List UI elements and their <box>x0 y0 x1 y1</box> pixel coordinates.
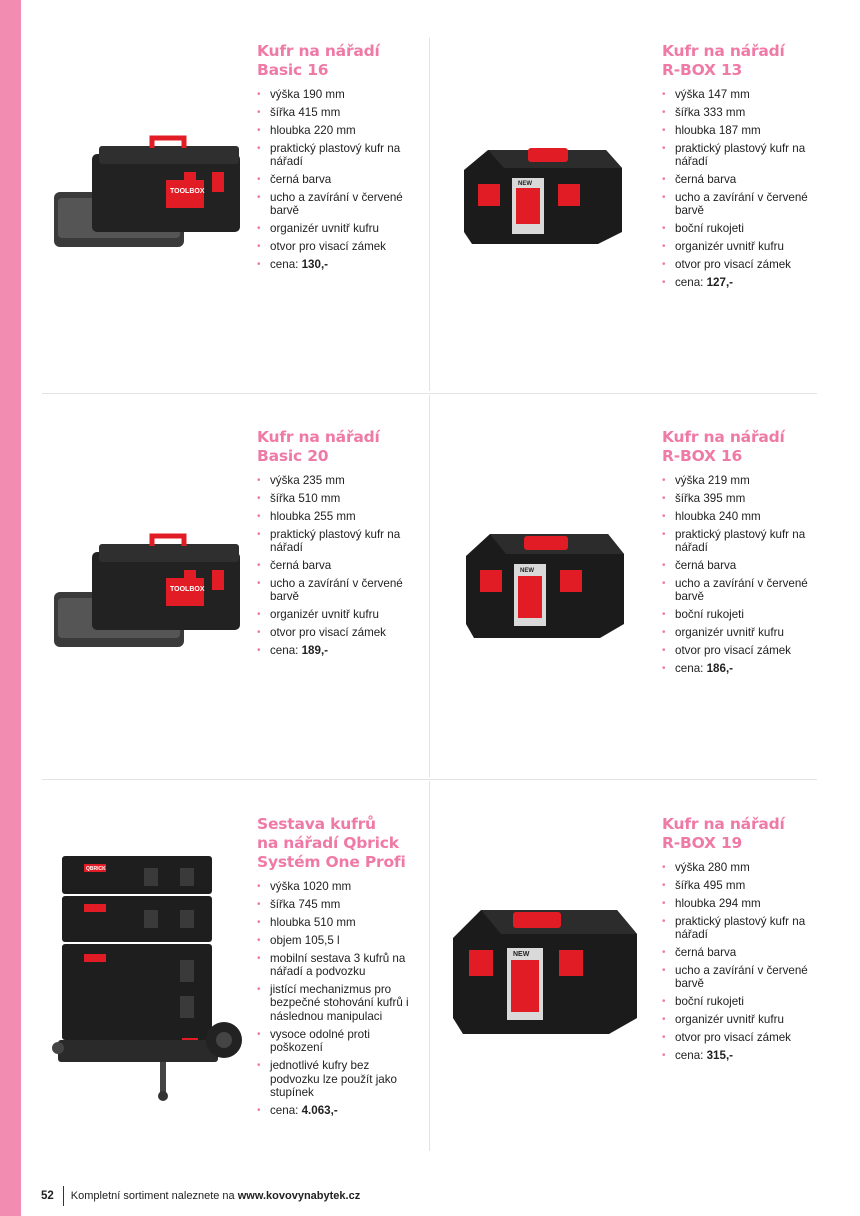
spec-list <box>257 88 422 272</box>
spec-item: • otvor pro visací zámek <box>662 644 822 658</box>
spec-list <box>662 474 822 676</box>
spec-item: • výška 280 mm <box>662 861 822 875</box>
spec-item: • výška 235 mm <box>257 474 422 488</box>
spec-item: • hloubka 187 mm <box>662 124 822 138</box>
spec-item: • organizér uvnitř kufru <box>662 240 822 254</box>
spec-item: • výška 190 mm <box>257 88 422 102</box>
spec-item: • hloubka 255 mm <box>257 510 422 524</box>
spec-list <box>257 880 422 1118</box>
spec-item: • praktický plastový kufr na nářadí <box>257 528 422 555</box>
divider-vertical <box>429 38 430 391</box>
side-accent-bar <box>0 0 21 1216</box>
spec-item: • černá barva <box>662 946 822 960</box>
spec-item: • otvor pro visací zámek <box>662 258 822 272</box>
spec-item: • šířka 745 mm <box>257 898 422 912</box>
box-label: QBRICK <box>86 866 106 872</box>
spec-list <box>662 88 822 290</box>
spec-item: • jednotlivé kufry bez podvozku lze použít jako stupínek <box>257 1059 422 1100</box>
box-label: TOOLBOX <box>170 188 205 195</box>
price-item <box>662 662 822 676</box>
price-value: 127,- <box>706 276 734 290</box>
product-image-basic-20 <box>44 530 244 660</box>
spec-item: • výška 1020 mm <box>257 880 422 894</box>
box-label: NEW <box>513 951 530 958</box>
footer-divider <box>63 1186 64 1206</box>
spec-item: • černá barva <box>662 559 822 573</box>
divider-horizontal <box>42 393 817 394</box>
product-image-basic-16 <box>44 132 244 262</box>
price-item <box>257 258 422 272</box>
divider-vertical <box>429 781 430 1151</box>
product-title: Kufr na nářadí Basic 20 <box>257 428 380 465</box>
spec-item: • mobilní sestava 3 kufrů na nářadí a podvozku <box>257 952 422 979</box>
spec-item: • organizér uvnitř kufru <box>257 608 422 622</box>
spec-item: • organizér uvnitř kufru <box>257 222 422 236</box>
spec-item: • šířka 495 mm <box>662 879 822 893</box>
spec-item: • výška 219 mm <box>662 474 822 488</box>
spec-item: • praktický plastový kufr na nářadí <box>257 142 422 169</box>
price-value: 4.063,- <box>301 1104 338 1118</box>
price-label: cena: <box>675 1049 704 1063</box>
product-image-qbrick-set <box>44 848 244 1108</box>
product-title: Kufr na nářadí R-BOX 16 <box>662 428 785 465</box>
price-value: 186,- <box>706 662 734 676</box>
box-label: TOOLBOX <box>170 586 205 593</box>
product-card-r-box-19 <box>662 815 822 1067</box>
spec-item: • hloubka 220 mm <box>257 124 422 138</box>
spec-item: • ucho a zavírání v červené barvě <box>257 577 422 604</box>
box-label: NEW <box>518 181 532 187</box>
box-label: NEW <box>520 568 534 574</box>
spec-list <box>662 861 822 1063</box>
spec-item: • ucho a zavírání v červené barvě <box>662 577 822 604</box>
spec-item: • hloubka 294 mm <box>662 897 822 911</box>
footer-text: Kompletní sortiment naleznete na <box>70 1190 235 1202</box>
price-label: cena: <box>675 662 704 676</box>
price-label: cena: <box>675 276 704 290</box>
product-card-qbrick-set <box>257 815 422 1122</box>
spec-item: • boční rukojeti <box>662 222 822 236</box>
spec-item: • otvor pro visací zámek <box>662 1031 822 1045</box>
spec-item: • šířka 415 mm <box>257 106 422 120</box>
spec-item: • otvor pro visací zámek <box>257 626 422 640</box>
spec-item: • vysoce odolné proti poškození <box>257 1028 422 1055</box>
page-number: 52 <box>41 1190 54 1202</box>
spec-item: • jistící mechanizmus pro bezpečné stohování kufrů i následnou manipulaci <box>257 983 422 1024</box>
price-label: cena: <box>270 1104 299 1118</box>
divider-horizontal <box>42 779 817 780</box>
product-image-r-box-19 <box>447 904 641 1038</box>
spec-item: • praktický plastový kufr na nářadí <box>662 528 822 555</box>
spec-item: • organizér uvnitř kufru <box>662 626 822 640</box>
price-item <box>257 644 422 658</box>
spec-item: • černá barva <box>257 559 422 573</box>
product-card-r-box-13 <box>662 42 822 294</box>
product-card-basic-20 <box>257 428 422 662</box>
price-label: cena: <box>270 644 299 658</box>
price-label: cena: <box>270 258 299 272</box>
page-footer <box>41 1186 360 1206</box>
spec-item: • ucho a zavírání v červené barvě <box>662 191 822 218</box>
spec-item: • boční rukojeti <box>662 995 822 1009</box>
spec-item: • otvor pro visací zámek <box>257 240 422 254</box>
footer-website-link[interactable]: www.kovovynabytek.cz <box>237 1190 361 1202</box>
spec-list <box>257 474 422 658</box>
spec-item: • objem 105,5 l <box>257 934 422 948</box>
spec-item: • šířka 395 mm <box>662 492 822 506</box>
price-item <box>662 1049 822 1063</box>
price-value: 189,- <box>301 644 329 658</box>
spec-item: • černá barva <box>662 173 822 187</box>
price-item <box>257 1104 422 1118</box>
spec-item: • hloubka 240 mm <box>662 510 822 524</box>
product-title: Kufr na nářadí R-BOX 19 <box>662 815 785 852</box>
spec-item: • boční rukojeti <box>662 608 822 622</box>
spec-item: • šířka 333 mm <box>662 106 822 120</box>
product-card-basic-16 <box>257 42 422 276</box>
product-image-r-box-16 <box>460 526 630 642</box>
spec-item: • praktický plastový kufr na nářadí <box>662 915 822 942</box>
spec-item: • hloubka 510 mm <box>257 916 422 930</box>
product-image-r-box-13 <box>458 140 628 250</box>
spec-item: • výška 147 mm <box>662 88 822 102</box>
spec-item: • ucho a zavírání v červené barvě <box>662 964 822 991</box>
product-title: Kufr na nářadí R-BOX 13 <box>662 42 785 79</box>
price-item <box>662 276 822 290</box>
product-card-r-box-16 <box>662 428 822 680</box>
divider-vertical <box>429 395 430 777</box>
spec-item: • černá barva <box>257 173 422 187</box>
product-title: Sestava kufrů na nářadí Qbrick Systém One Profi <box>257 815 406 871</box>
product-title: Kufr na nářadí Basic 16 <box>257 42 380 79</box>
spec-item: • šířka 510 mm <box>257 492 422 506</box>
price-value: 130,- <box>301 258 329 272</box>
spec-item: • organizér uvnitř kufru <box>662 1013 822 1027</box>
spec-item: • praktický plastový kufr na nářadí <box>662 142 822 169</box>
spec-item: • ucho a zavírání v červené barvě <box>257 191 422 218</box>
price-value: 315,- <box>706 1049 734 1063</box>
